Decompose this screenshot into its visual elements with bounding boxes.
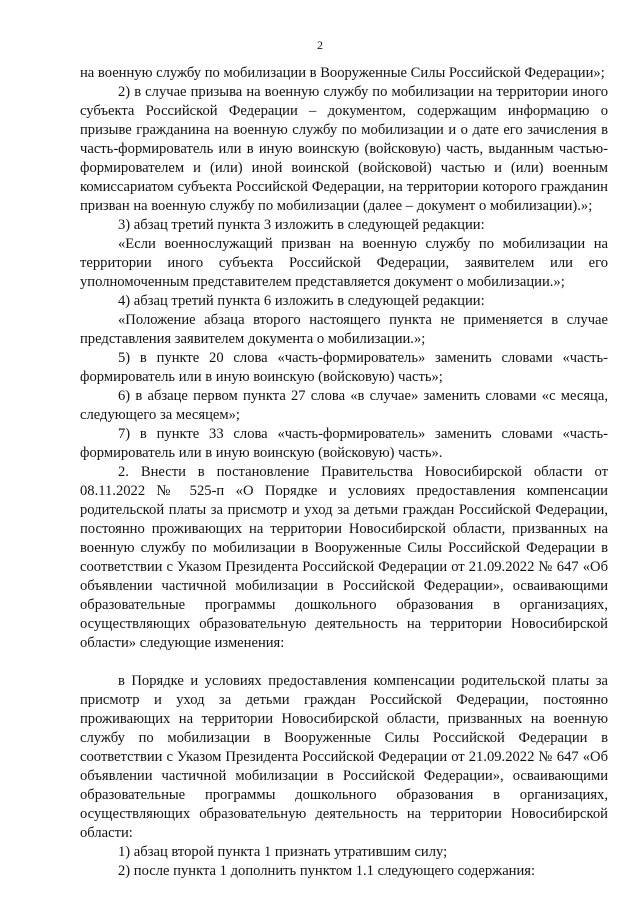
paragraph-item-4: 4) абзац третий пункта 6 изложить в следующей редакции: bbox=[118, 293, 485, 309]
paragraph-item-7: 7) в пункте 33 слова «часть-формирователь» заменить словами «часть-формирователь или в иную воинскую (войсковую) часть». bbox=[80, 426, 608, 461]
paragraph-quote-3: «Если военнослужащий призван на военную службу по мобилизации на территории иного субъекта Российской Федерации, заявителем или его уполномоченным представителем представляется документ о мобилизации.»; bbox=[80, 236, 608, 290]
paragraph-amend-1: 1) абзац второй пункта 1 признать утратившим силу; bbox=[118, 844, 448, 860]
paragraph-item-5: 5) в пункте 20 слова «часть-формирователь» заменить словами «часть-формирователь или в иную воинскую (войсковую) часть»; bbox=[80, 350, 608, 385]
paragraph-section-2: 2. Внести в постановление Правительства Новосибирской области от 08.11.2022 № 525-п «О Порядке и условиях предоставления компенсации родительской платы за присмотр и уход за детьми граждан Российской Федерации, постоянно проживающих на территории Новосибирской области, призванных на военную службу по мобилизации в Вооруженные Силы Российской Федерации в соответствии с Указом Президента Российской Федерации от 21.09.2022 № 647 «Об объявлении частичной мобилизации в Российской Федерации», осваивающими образовательные программы дошкольного образования в организациях, осуществляющих образовательную деятельность на территории Новосибирской области» следующие изменения: bbox=[80, 464, 608, 651]
paragraph-quote-4: «Положение абзаца второго настоящего пункта не применяется в случае представления заявителем документа о мобилизации.»; bbox=[80, 312, 608, 347]
page-number: 2 bbox=[317, 38, 323, 52]
paragraph-amend-2: 2) после пункта 1 дополнить пунктом 1.1 следующего содержания: bbox=[118, 863, 536, 879]
paragraph-item-6: 6) в абзаце первом пункта 27 слова «в случае» заменить словами «с месяца, следующего за месяцем»; bbox=[80, 388, 608, 423]
document-body bbox=[80, 64, 608, 881]
paragraph-item-3: 3) абзац третий пункта 3 изложить в следующей редакции: bbox=[118, 217, 485, 233]
paragraph-item-2: 2) в случае призыва на военную службу по мобилизации на территории иного субъекта Российской Федерации – документом, содержащим информацию о призыве гражданина на военную службу по мобилизации и о дате его зачисления в часть-формирователь или в иную воинскую (войсковую) часть, выданным частью-формирователем и (или) иной воинской (войсковой) частью и (или) военным комиссариатом субъекта Российской Федерации, на территории которого гражданин призван на военную службу по мобилизации (далее – документ о мобилизации).»; bbox=[80, 84, 608, 214]
paragraph-procedure: в Порядке и условиях предоставления компенсации родительской платы за присмотр и уход за детьми граждан Российской Федерации, постоянно проживающих на территории Новосибирской области, призванных на военную службу по мобилизации в Вооруженные Силы Российской Федерации в соответствии с Указом Президента Российской Федерации от 21.09.2022 № 647 «Об объявлении частичной мобилизации в Российской Федерации», осваивающими образовательные программы дошкольного образования в организациях, осуществляющих образовательную деятельность на территории Новосибирской области: bbox=[80, 673, 608, 841]
paragraph-continuation: на военную службу по мобилизации в Вооруженные Силы Российской Федерации»; bbox=[80, 65, 605, 81]
